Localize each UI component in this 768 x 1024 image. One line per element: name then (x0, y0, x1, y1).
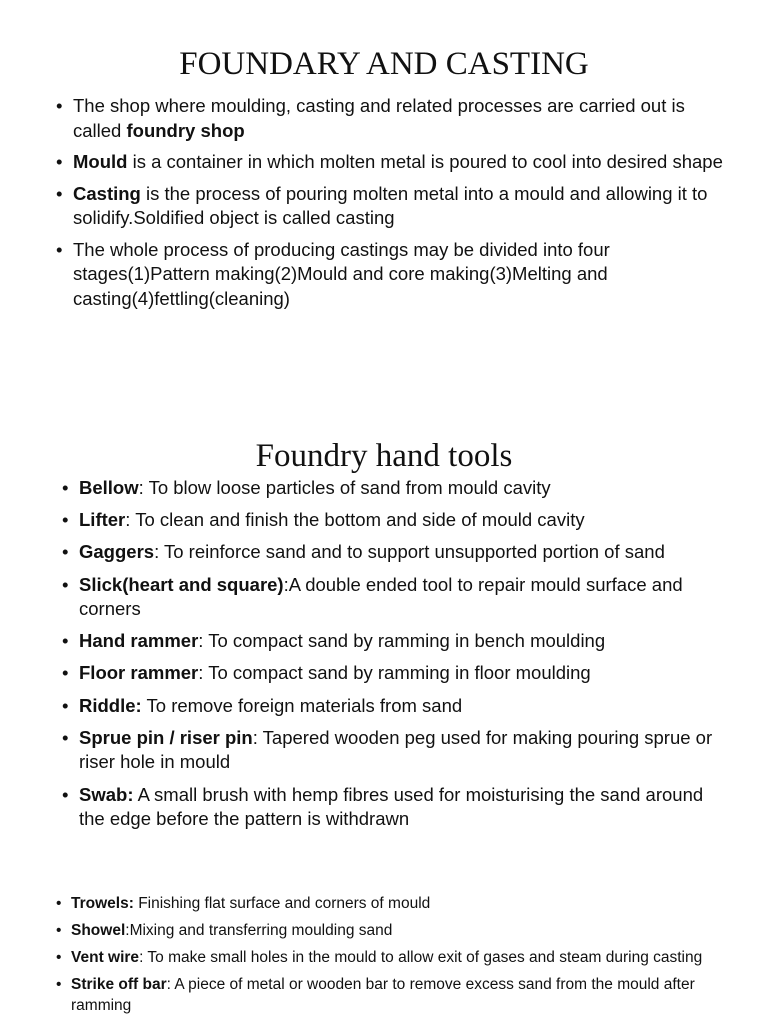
bullet-item (56, 920, 728, 941)
bullet-list (0, 94, 768, 311)
bullet-item (62, 476, 728, 501)
bullet-item (56, 974, 728, 1016)
slide-title: Foundry hand tools (255, 438, 513, 474)
item-text: : To blow loose particles of sand from mould cavity (138, 477, 551, 498)
bullet-icon: • (56, 895, 62, 912)
item-text: is a container in which molten metal is poured to cool into desired shape (127, 151, 723, 172)
item-term: Lifter (79, 509, 126, 531)
item-term: Bellow (79, 477, 139, 498)
section-foundry-hand-tools (0, 434, 768, 839)
item-text: A small brush with hemp fibres used for moisturising the sand around the edge before the pattern is withdrawn (79, 783, 704, 829)
item-term: Swab: (79, 783, 134, 805)
bullet-list (0, 476, 768, 832)
bullet-item (62, 508, 728, 533)
bullet-icon: • (56, 949, 62, 966)
bullet-item (56, 150, 728, 175)
bullet-item (62, 783, 728, 832)
item-term: Hand rammer (79, 630, 199, 652)
bullet-item (62, 573, 728, 622)
bullet-item (56, 947, 728, 968)
bullet-icon: • (62, 694, 69, 716)
item-text: The whole process of producing castings may be divided into four stages(1)Pattern making(2)Mould and core making(3)Melting and casting(4)fettling(cleaning) (73, 238, 610, 309)
bullet-item (62, 661, 728, 686)
item-term: Vent wire (71, 949, 140, 966)
bullet-icon: • (56, 182, 63, 204)
section-foundry-and-casting (0, 42, 768, 318)
bullet-icon: • (62, 573, 69, 595)
item-term: Floor rammer (79, 662, 199, 684)
bullet-item (62, 540, 728, 565)
item-text: : To compact sand by ramming in bench moulding (198, 630, 606, 652)
item-text: :Mixing and transferring moulding sand (125, 922, 393, 939)
item-term: Sprue pin / riser pin (79, 726, 253, 748)
slide-title: FOUNDARY AND CASTING (179, 46, 589, 82)
bullet-item (56, 893, 728, 914)
item-term: Casting (73, 182, 141, 204)
bullet-icon: • (62, 726, 69, 748)
item-term: Trowels: (71, 895, 134, 912)
item-text: To remove foreign materials from sand (141, 694, 463, 716)
bullet-item (62, 726, 728, 775)
bullet-icon: • (62, 541, 69, 563)
item-text: :A double ended tool to repair mould surface and corners (79, 573, 683, 620)
item-term: Showel (71, 922, 126, 939)
item-text: : To clean and finish the bottom and side of mould cavity (125, 509, 585, 531)
item-text: : To compact sand by ramming in floor moulding (198, 662, 591, 684)
item-term: Slick(heart and square) (79, 573, 284, 595)
bullet-icon: • (62, 477, 69, 498)
bullet-item (56, 182, 728, 231)
item-term: Mould (73, 151, 128, 172)
bullet-icon: • (56, 238, 63, 260)
bullet-icon: • (56, 976, 62, 993)
item-term: Riddle: (79, 694, 142, 716)
bullet-icon: • (56, 95, 63, 116)
section-more-tools (0, 893, 768, 1022)
bullet-list (0, 893, 768, 1016)
bullet-icon: • (62, 509, 69, 531)
bullet-icon: • (62, 630, 69, 652)
bullet-icon: • (56, 922, 62, 939)
bullet-icon: • (56, 151, 63, 172)
item-term: Strike off bar (71, 976, 167, 993)
bullet-item (62, 694, 728, 719)
item-text: : Tapered wooden peg used for making pouring sprue or riser hole in mould (79, 726, 713, 773)
bullet-icon: • (62, 783, 69, 805)
item-text: The shop where moulding, casting and related processes are carried out is called (73, 95, 685, 141)
bullet-item (56, 94, 728, 143)
bullet-item (62, 629, 728, 654)
item-text: : To make small holes in the mould to allow exit of gases and steam during casting (139, 949, 703, 966)
item-text: is the process of pouring molten metal into a mould and allowing it to solidify.Soldified object is called casting (73, 182, 708, 228)
item-text: : To reinforce sand and to support unsupported portion of sand (154, 541, 665, 563)
item-term: foundry shop (126, 119, 245, 141)
item-text: : A piece of metal or wooden bar to remove excess sand from the mould after ramming (71, 976, 695, 1014)
bullet-item (56, 238, 728, 312)
bullet-icon: • (62, 662, 69, 684)
item-text: Finishing flat surface and corners of mould (133, 895, 431, 912)
item-term: Gaggers (79, 541, 155, 563)
